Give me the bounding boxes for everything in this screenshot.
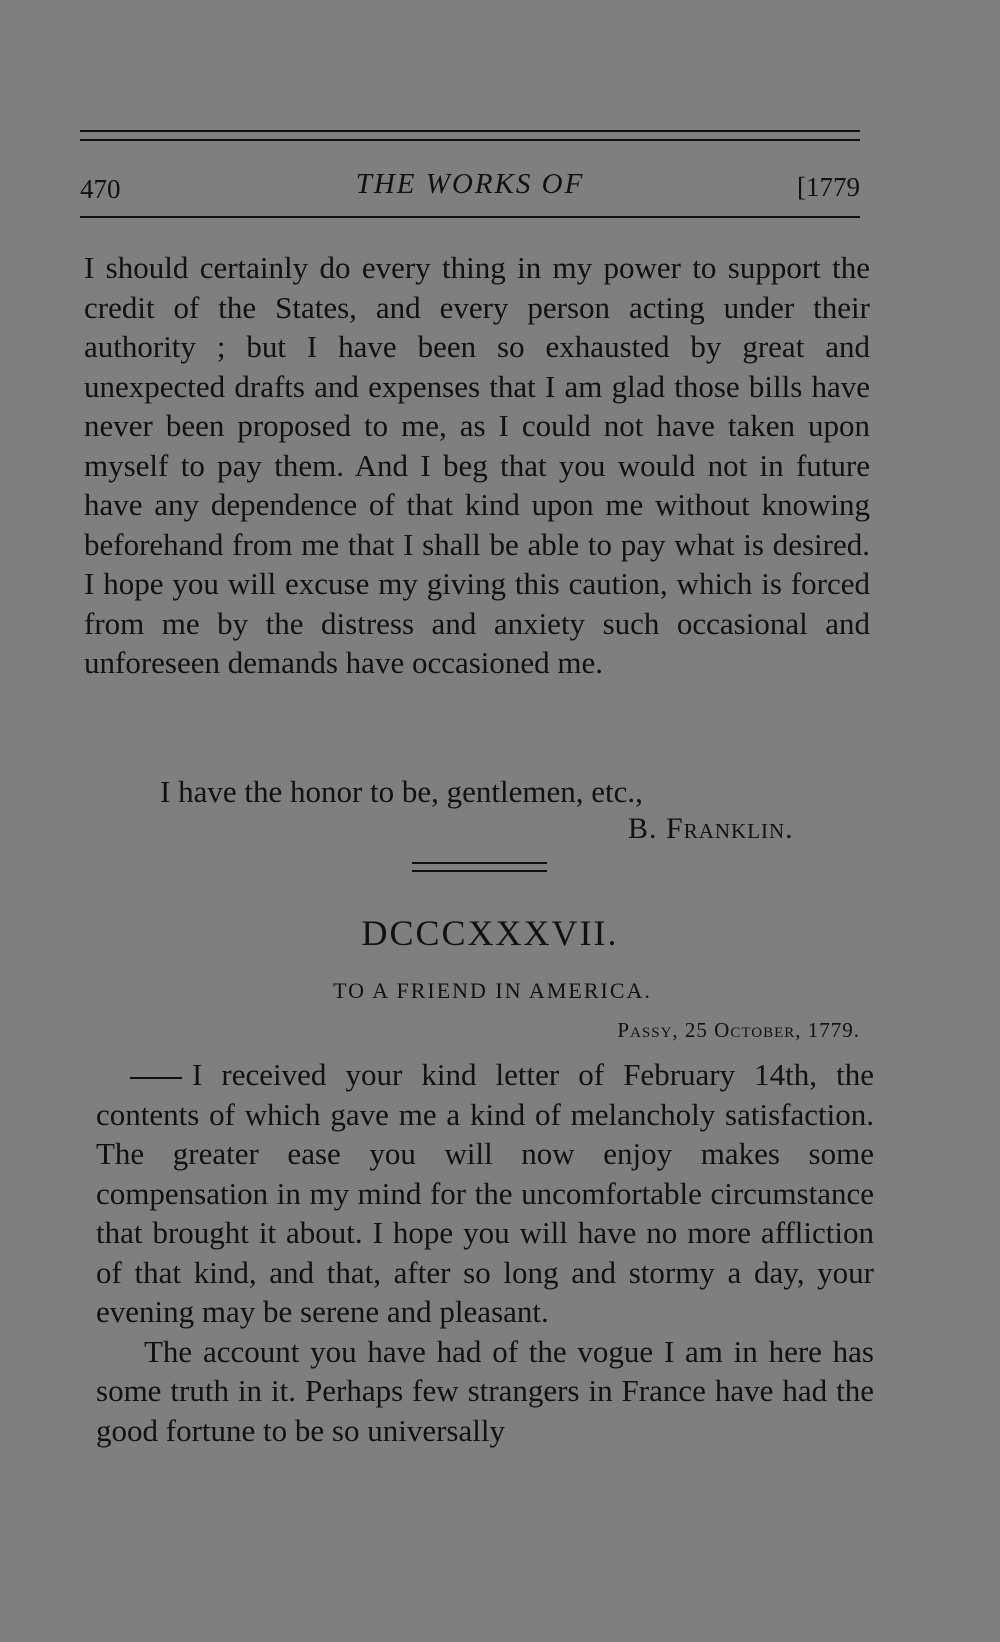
letter-closing: I have the honor to be, gentlemen, etc., [160,774,643,809]
top-double-rule-lower [80,139,860,141]
letter2-paragraph-1-text: I received your kind letter of February 14th, the contents of which gave me a kind of melancholy satisfaction. The greater ease you will now enjoy makes some compensation in my mind for the uncomfortable circumstance that brought it about. I hope you will have no more affliction of that kind, and that, after so long and stormy a day, your evening may be serene and pleasant. [96,1057,874,1329]
header-year: [1779 [797,172,860,202]
running-header [80,168,860,208]
opening-dash [130,1077,182,1079]
letter-recipient: TO A FRIEND IN AMERICA. [333,978,652,1003]
letter-number: DCCCXXXVII. [361,913,619,953]
letter-body [84,248,870,683]
section-divider-upper [412,862,547,864]
letter-dateline: Passy, 25 October, 1779. [617,1018,860,1042]
letter2-body [96,1055,874,1450]
page-number: 470 [80,174,121,204]
letter-body-paragraph: I should certainly do every thing in my power to support the credit of the States, and every person acting under their authority ; but I have been so exhausted by great and unexpected drafts and expenses that I am glad those bills have never been proposed to me, as I could not have taken upon myself to pay them. And I beg that you would not in future have any dependence of that kind upon me without knowing beforehand from me that I shall be able to pay what is desired. I hope you will excuse my giving this caution, which is forced from me by the distress and anxiety such occasional and unforeseen demands have occasioned me. [84,250,870,680]
top-double-rule-upper [80,130,860,132]
section-divider-lower [412,870,547,872]
letter2-paragraph-2: The account you have had of the vogue I am in here has some truth in it. Perhaps few strangers in France have had the good fortune to be so universally [96,1333,874,1448]
running-head-title: THE WORKS OF [355,168,585,200]
letter-signature: B. Franklin. [628,812,794,845]
letter2-paragraph-1 [96,1055,874,1332]
header-rule [80,216,860,218]
